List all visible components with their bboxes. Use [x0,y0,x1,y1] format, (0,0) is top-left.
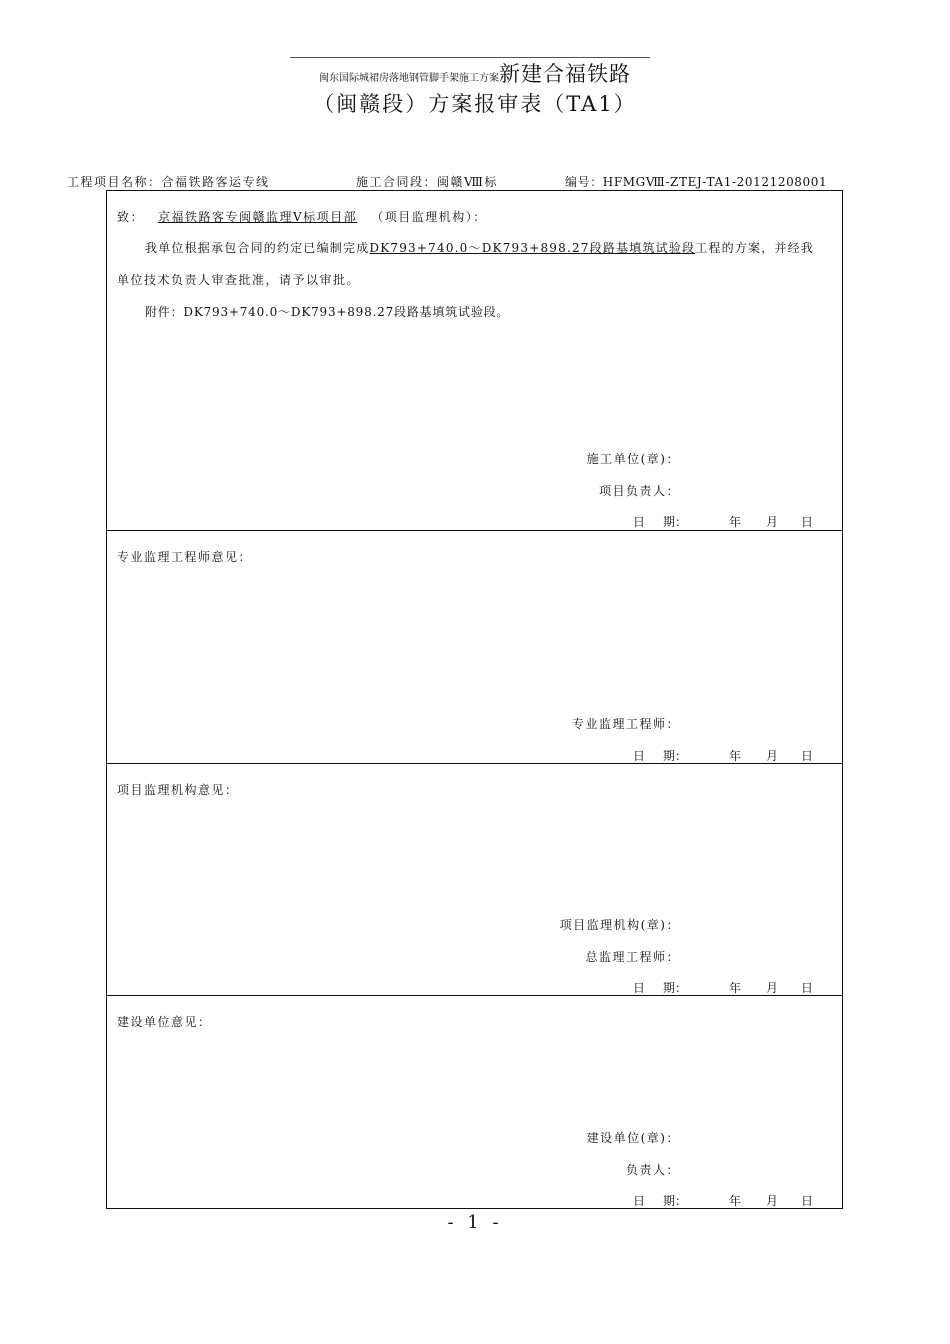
date-day: 日 [801,515,814,529]
section-contractor [107,191,842,530]
date-month: 月 [766,749,779,763]
specialist-sign-label: 专业监理工程师： [571,717,680,731]
date-qi: 期： [663,981,688,995]
date-day: 日 [801,749,814,763]
contractor-seal-label: 施工单位(章)： [586,452,680,466]
project-name: 工程项目名称：合福铁路客运专线 [67,175,270,189]
to-suffix: （项目监理机构）： [371,210,487,224]
supervision-seal-label: 项目监理机构(章)： [559,918,680,932]
date-month: 月 [766,1194,779,1208]
contract-section: 施工合同段：闽赣Ⅷ标 [356,175,498,189]
date-ri: 日 [633,1194,646,1208]
date-day: 日 [801,981,814,995]
body-b: 工程的方案，并经我 [695,241,815,255]
owner-seal-label: 建设单位(章)： [586,1131,680,1145]
page-number: - 1 - [447,1212,503,1233]
section-owner [107,995,842,1208]
date-year: 年 [729,1194,742,1208]
supervision-opinion-label: 项目监理机构意见： [117,783,239,797]
review-form [106,190,843,1209]
title-line-2: （闽赣段）方案报审表（TA1） [313,92,637,116]
date-year: 年 [729,981,742,995]
date-year: 年 [729,749,742,763]
owner-responsible-label: 负责人： [625,1163,680,1177]
body-line-2: 单位技术负责人审查批准，请予以审批。 [117,273,361,287]
date-ri: 日 [633,749,646,763]
date-ri: 日 [633,981,646,995]
specialist-opinion-label: 专业监理工程师意见： [117,550,253,564]
date-day: 日 [801,1194,814,1208]
to-prefix: 致： [117,210,145,224]
to-org: 京福铁路客专闽赣监理Ⅴ标项目部 [158,210,358,224]
section-specialist [107,530,842,763]
body-line-1 [145,239,814,256]
section-supervision [107,763,842,995]
form-number: 编号：HFMGⅧ-ZTEJ-TA1-20121208001 [565,175,828,189]
body-a: 我单位根据承包合同的约定已编制完成 [145,241,370,255]
chief-engineer-label: 总监理工程师： [585,950,680,964]
attachment-line: 附件：DK793+740.0～DK793+898.27段路基填筑试验段。 [145,305,510,319]
date-month: 月 [766,981,779,995]
date-qi: 期： [663,749,688,763]
owner-opinion-label: 建设单位意见： [117,1015,212,1029]
date-qi: 期： [663,515,688,529]
title-main: 新建合福铁路 [499,62,631,86]
body-project: DK793+740.0～DK793+898.27段路基填筑试验段 [369,241,696,255]
project-manager-label: 项目负责人： [598,484,680,498]
date-qi: 期： [663,1194,688,1208]
date-year: 年 [729,515,742,529]
addressee-line [117,208,487,225]
header-running-text: 闽东国际城裙房落地钢管脚手架施工方案 [319,73,499,84]
title-line-1 [0,58,950,88]
date-month: 月 [766,515,779,529]
date-ri: 日 [633,515,646,529]
